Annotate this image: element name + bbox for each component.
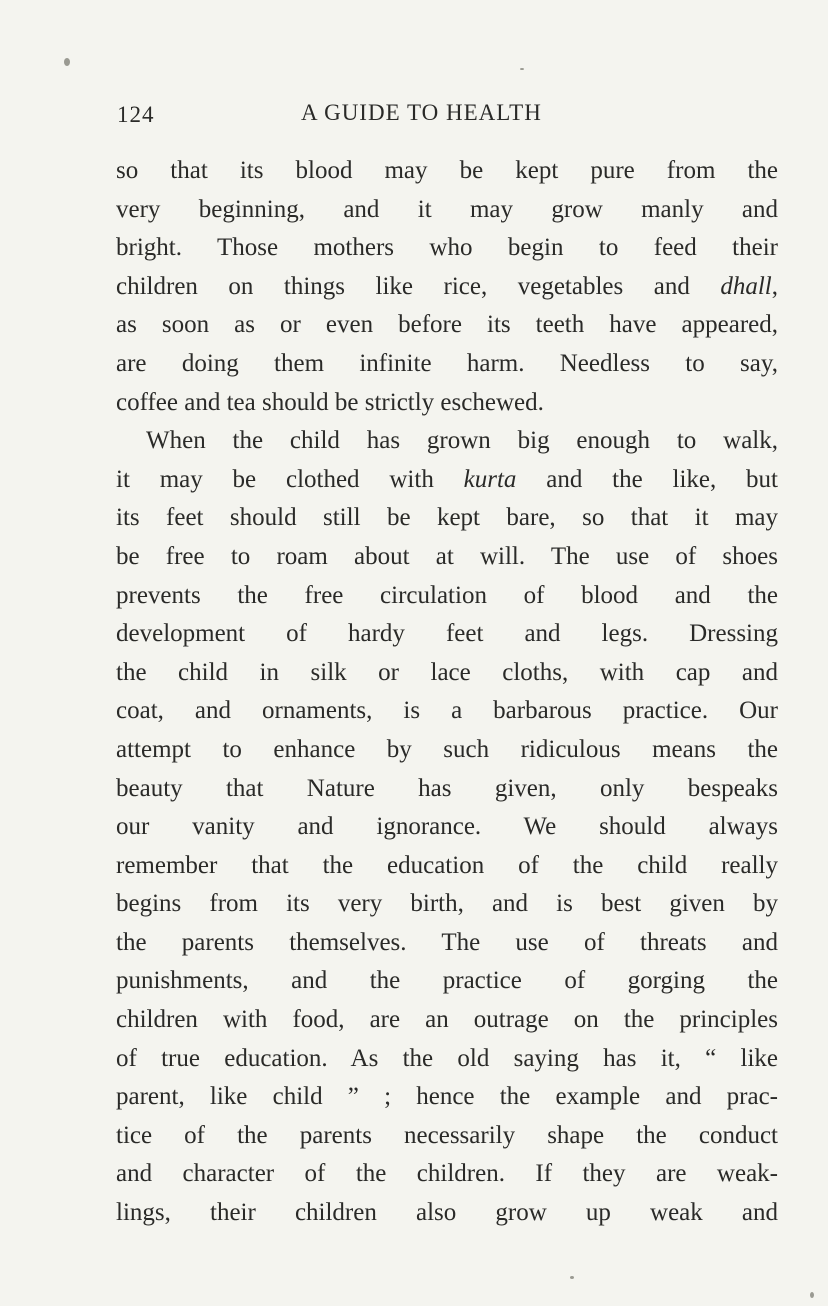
running-head: A GUIDE TO HEALTH [301, 100, 542, 125]
text-line [116, 1117, 778, 1156]
text-segment: remember that the education of the child really [116, 851, 778, 879]
text-segment: beauty that Nature has given, only bespeaks [116, 774, 778, 802]
text-segment: very beginning, and it may grow manly and [116, 195, 778, 223]
scan-speck [570, 1276, 574, 1279]
text-line [116, 499, 778, 538]
italic-word: dhall [720, 272, 772, 300]
text-segment: lings, their children also grow up weak and [116, 1199, 778, 1227]
text-segment: the child in silk or lace cloths, with cap and [116, 658, 778, 686]
text-line [116, 692, 778, 731]
text-line [116, 615, 778, 654]
scan-speck [64, 58, 70, 66]
scan-speck [810, 1292, 814, 1298]
text-segment: parent, like child ” ; hence the example and prac- [116, 1083, 778, 1111]
text-segment: tice of the parents necessarily shape the conduct [116, 1121, 778, 1149]
text-line [116, 654, 778, 693]
text-segment: as soon as or even before its teeth have appeared, [116, 311, 778, 339]
text-segment: When the child has grown big enough to walk, [146, 427, 778, 455]
text-line [116, 268, 778, 307]
text-line [116, 962, 778, 1001]
text-line [116, 577, 778, 616]
text-segment: be free to roam about at will. The use of shoes [116, 542, 778, 570]
text-line [116, 152, 778, 191]
body-text [116, 152, 778, 1233]
text-line [116, 384, 778, 423]
text-segment: our vanity and ignorance. We should always [116, 813, 778, 841]
text-segment: , [771, 272, 778, 300]
text-line [116, 847, 778, 886]
text-segment: it may be clothed with [116, 465, 464, 493]
text-line [116, 885, 778, 924]
text-segment: attempt to enhance by such ridiculous means the [116, 735, 778, 763]
text-line [116, 306, 778, 345]
text-line [116, 924, 778, 963]
text-segment: children with food, are an outrage on the principles [116, 1006, 778, 1034]
scan-speck [520, 68, 524, 70]
text-line [116, 538, 778, 577]
text-line [116, 1078, 778, 1117]
text-line [116, 1001, 778, 1040]
text-segment: development of hardy feet and legs. Dressing [116, 620, 778, 648]
page-number: 124 [117, 102, 155, 127]
text-line [116, 191, 778, 230]
text-line [116, 808, 778, 847]
text-segment: are doing them infinite harm. Needless to say, [116, 349, 778, 377]
text-segment: and character of the children. If they are weak- [116, 1160, 778, 1188]
text-segment: coat, and ornaments, is a barbarous practice. Our [116, 697, 778, 725]
text-line [116, 345, 778, 384]
text-segment: bright. Those mothers who begin to feed their [116, 234, 778, 262]
text-line [116, 731, 778, 770]
text-line [116, 1040, 778, 1079]
text-line [116, 1194, 778, 1233]
text-segment: punishments, and the practice of gorging the [116, 967, 778, 995]
text-segment: prevents the free circulation of blood and the [116, 581, 778, 609]
text-segment: its feet should still be kept bare, so that it may [116, 504, 778, 532]
page-header [113, 96, 778, 132]
text-line [116, 1155, 778, 1194]
italic-word: kurta [463, 465, 517, 493]
text-segment: the parents themselves. The use of threats and [116, 928, 778, 956]
text-line [116, 461, 778, 500]
text-segment: so that its blood may be kept pure from the [116, 157, 778, 184]
text-segment: and the like, but [516, 465, 778, 493]
text-line [116, 770, 778, 809]
text-line [116, 229, 778, 268]
text-segment: of true education. As the old saying has it, “ like [116, 1044, 778, 1072]
text-segment: begins from its very birth, and is best given by [116, 890, 778, 918]
text-segment: coffee and tea should be strictly eschewed. [116, 388, 544, 416]
text-line [116, 422, 778, 461]
text-segment: children on things like rice, vegetables and [116, 272, 721, 300]
